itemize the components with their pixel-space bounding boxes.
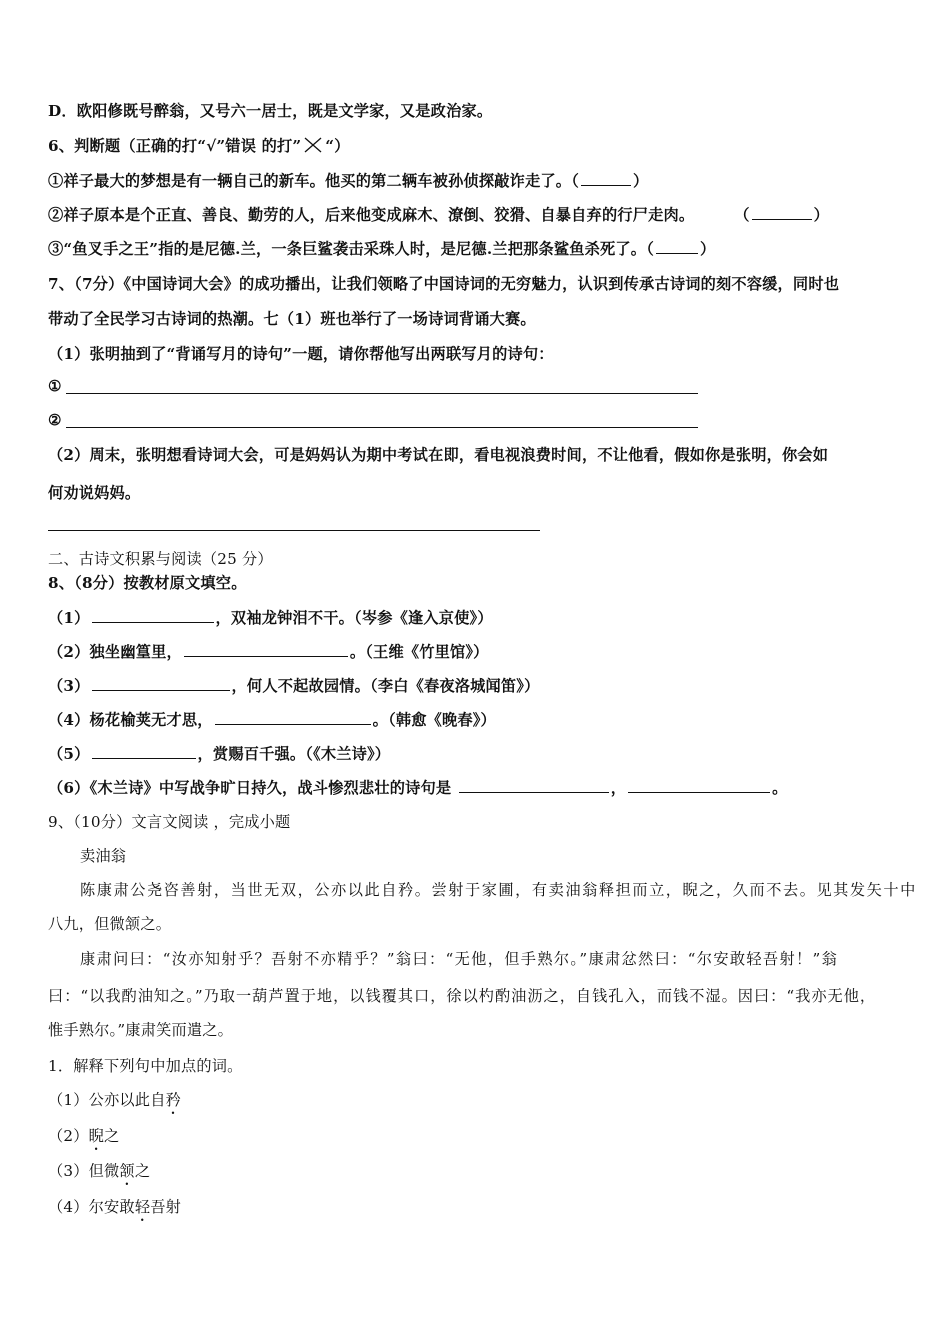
q8-item-post: ，何人不起故园情。（李白《春夜洛城闻笛》） [231, 677, 540, 695]
passage-p1-line-2: 八九，但微颔之。 [48, 915, 172, 933]
answer-line-2[interactable] [66, 427, 698, 428]
q9-sub-item-1 [48, 1090, 181, 1118]
q7-sub-2-line-2: 何劝说妈妈。 [48, 484, 141, 502]
q9-header: 9、（10分）文言文阅读 ，完成小题 [48, 813, 291, 831]
option-text: 欧阳修既号醉翁，又号六一居士，既是文学家，又是政治家。 [76, 102, 493, 120]
answer-blank[interactable] [581, 170, 631, 186]
fill-blank[interactable] [628, 777, 770, 793]
q6-item-2 [48, 204, 829, 225]
fill-blank[interactable] [184, 641, 348, 657]
fill-blank[interactable] [459, 777, 609, 793]
q8-item-pre: （6）《木兰诗》中写战争旷日持久，战斗惨烈悲壮的诗句是 [48, 779, 457, 797]
fill-blank[interactable] [92, 607, 214, 623]
q6-item-1 [48, 170, 648, 191]
q6-header-text: 6、判断题（正确的打“√”错误 的打” [48, 137, 302, 155]
q8-item-pre: （1） [48, 609, 90, 627]
q8-item-2 [48, 641, 489, 662]
q8-item-post: ，双袖龙钟泪不干。（岑参《逢入京使》） [215, 609, 493, 627]
section-title: 二、古诗文积累与阅读（25 分） [48, 550, 273, 568]
q8-item-pre: （4）杨花榆荚无才思， [48, 711, 213, 729]
q7-answer-mark-1: ① [48, 377, 62, 395]
sub-item-post: 之 [134, 1162, 151, 1180]
q9-sub-item-3 [48, 1161, 150, 1189]
q8-item-post: ，赏赐百千强。（《木兰诗》） [197, 745, 391, 763]
q8-item-pre: （5） [48, 745, 90, 763]
q8-header: 8、（8分）按教材原文填空。 [48, 574, 247, 592]
q8-item-4 [48, 709, 496, 730]
sub-item-post: 之 [104, 1127, 120, 1145]
dotted-word: 颔 [119, 1162, 135, 1180]
q8-item-1 [48, 607, 493, 628]
q6-header-tail: “） [325, 137, 350, 155]
q6-item-2-end: ） [813, 206, 830, 224]
sub-item-pre: （2） [48, 1127, 89, 1145]
fill-blank[interactable] [92, 743, 196, 759]
q8-item-5 [48, 743, 390, 764]
passage-p2-line-2: 曰：“以我酌油知之。”乃取一葫芦置于地，以钱覆其口，徐以杓酌油沥之，自钱孔入，而钱不湿。因曰：“我亦无他， [48, 987, 877, 1005]
answer-line-1[interactable] [66, 393, 698, 394]
fill-blank[interactable] [92, 675, 230, 691]
sub-item-pre: （1）公亦以此自 [48, 1091, 166, 1109]
sub-item-pre: （3）但微 [48, 1162, 120, 1180]
q9-sub-item-4 [48, 1197, 181, 1225]
answer-blank[interactable] [752, 204, 812, 220]
q8-item-pre: （2）独坐幽篁里， [48, 643, 182, 661]
answer-blank[interactable] [656, 238, 698, 254]
answer-line-3[interactable] [48, 530, 540, 531]
q6-item-2-open: （ [734, 206, 750, 224]
passage-p1-line-1: 陈康肃公尧咨善射，当世无双，公亦以此自矜。尝射于家圃，有卖油翁释担而立，睨之，久而不去。见其发矢十中 [80, 881, 917, 899]
q6-item-3 [48, 238, 715, 259]
cross-icon [303, 136, 323, 154]
passage-title: 卖油翁 [80, 847, 127, 865]
q6-item-3-end: ） [699, 240, 716, 258]
dotted-word: 轻 [134, 1198, 151, 1216]
q7-line-1: 7、（7分）《中国诗词大会》的成功播出，让我们领略了中国诗词的无穷魅力，认识到传承古诗词的刻不容缓，同时也 [48, 275, 840, 293]
q6-item-1-end: ） [632, 172, 649, 190]
sub-item-pre: （4）尔安敢 [48, 1198, 135, 1216]
q6-item-2-text: ②祥子原本是个正直、善良、勤劳的人，后来他变成麻木、潦倒、狡猾、自暴自弃的行尸走肉。 [48, 206, 695, 224]
passage-p2-line-1: 康肃问曰：“汝亦知射乎？吾射不亦精乎？”翁曰：“无他，但手熟尔。”康肃忿然曰：“尔安敢轻吾射！”翁 [80, 950, 839, 968]
q8-item-6 [48, 777, 788, 798]
q7-line-2: 带动了全民学习古诗词的热潮。七（1）班也举行了一场诗词背诵大赛。 [48, 310, 536, 328]
q8-item-post: 。（韩愈《晚春》） [372, 711, 496, 729]
q8-item-pre: （3） [48, 677, 90, 695]
dotted-word: 睨 [88, 1127, 105, 1145]
sub-item-post: 吾射 [150, 1198, 181, 1216]
option-letter: D． [48, 102, 77, 120]
q8-item-post: 。 [772, 779, 788, 797]
q8-item-post: 。（王维《竹里馆》） [349, 643, 489, 661]
q8-item-3 [48, 675, 539, 696]
q7-answer-mark-2: ② [48, 411, 62, 429]
passage-p2-line-3: 惟手熟尔。”康肃笑而遣之。 [48, 1021, 234, 1039]
q5-option-d [48, 101, 492, 121]
q6-header [48, 136, 350, 156]
q9-sub-item-2 [48, 1126, 119, 1154]
q6-item-1-text: ①祥子最大的梦想是有一辆自己的新车。他买的第二辆车被孙侦探敲诈走了。（ [48, 172, 579, 190]
q7-sub-2-line-1: （2）周末，张明想看诗词大会，可是妈妈认为期中考试在即，看电视浪费时间，不让他看，假如你是张明，你会如 [48, 446, 829, 464]
dotted-word: 矜 [165, 1091, 181, 1109]
q6-item-3-text: ③“鱼叉手之王”指的是尼德.兰，一条巨鲨袭击采珠人时，是尼德.兰把那条鲨鱼杀死了。（ [48, 240, 654, 258]
q8-item-mid: ， [610, 779, 627, 797]
fill-blank[interactable] [215, 709, 371, 725]
q7-sub-1: （1）张明抽到了“背诵写月的诗句”一题，请你帮他写出两联写月的诗句： [48, 345, 554, 363]
q9-sub-header: 1．解释下列句中加点的词。 [48, 1057, 243, 1075]
